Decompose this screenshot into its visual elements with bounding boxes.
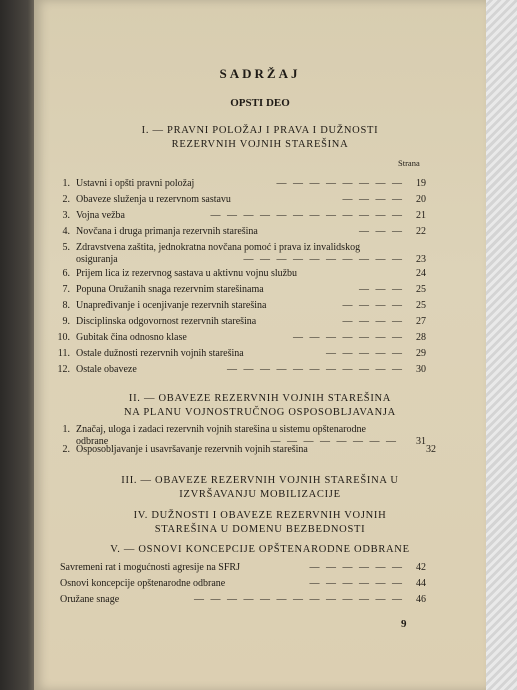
item-page: 44 xyxy=(416,578,426,589)
item-page: 20 xyxy=(416,194,426,205)
leader-dashes: — — — — — — — — — — — — xyxy=(210,210,404,221)
item-title: Osposobljavanje i usavršavanje rezervnih vojnih starešina xyxy=(76,444,308,455)
leader-dashes: — — — xyxy=(359,226,404,237)
item-number: 11. xyxy=(57,348,70,359)
section-4-heading xyxy=(34,509,486,537)
leader-dashes: — — — — — — xyxy=(309,562,404,573)
item-title: Popuna Oružanih snaga rezervnim starešinama xyxy=(76,284,264,295)
item-title: Prijem lica iz rezervnog sastava u aktivnu vojnu službu xyxy=(76,268,298,279)
item-page: 46 xyxy=(416,594,426,605)
leader-dashes: — — — — — xyxy=(326,348,404,359)
item-number: 6. xyxy=(62,268,70,279)
item-title: Ostale obaveze xyxy=(76,364,137,375)
item-page: 28 xyxy=(416,332,426,343)
item-page: 22 xyxy=(416,226,426,237)
item-title: Ostale dužnosti rezervnih vojnih starešina xyxy=(76,348,244,359)
item-title: Obaveze služenja u rezervnom sastavu xyxy=(76,194,231,205)
item-page: 32 xyxy=(426,444,436,455)
section-4-line-2: STAREŠINA U DOMENU BEZBEDNOSTI xyxy=(154,524,366,535)
section-5-heading xyxy=(34,543,486,557)
section-3-line-1: III. — OBAVEZE REZERVNIH VOJNIH STAREŠINA U xyxy=(121,475,399,486)
item-number: 7. xyxy=(62,284,70,295)
item-page: 23 xyxy=(416,254,426,265)
item-number: 2. xyxy=(62,444,70,455)
item-page: 21 xyxy=(416,210,426,221)
item-title: Oružane snage xyxy=(60,594,120,605)
table-surface xyxy=(485,0,517,690)
leader-dashes: — — — — — — — — — — — — — xyxy=(194,594,404,605)
item-number: 2. xyxy=(62,194,70,205)
item-title: Značaj, uloga i zadaci rezervnih vojnih starešina u sistemu opštenarodne odbrane xyxy=(76,424,366,447)
section-2-line-1: II. — OBAVEZE REZERVNIH VOJNIH STAREŠINA xyxy=(128,393,392,404)
item-number: 9. xyxy=(62,316,70,327)
item-title: Gubitak čina odnosno klase xyxy=(76,332,187,343)
section-2-heading xyxy=(34,392,486,420)
item-number: 3. xyxy=(62,210,70,221)
page-number: 9 xyxy=(401,618,407,630)
leader-dashes: — — — xyxy=(359,284,404,295)
leader-dashes: — — — — — — — — xyxy=(276,178,404,189)
item-page: 24 xyxy=(416,268,426,279)
item-title: Osnovi koncepcije opštenarodne odbrane xyxy=(60,578,226,589)
section-3-line-2: IZVRŠAVANJU MOBILIZACIJE xyxy=(179,489,341,500)
part-heading: OPSTI DEO xyxy=(230,97,290,109)
item-page: 29 xyxy=(416,348,426,359)
item-page: 42 xyxy=(416,562,426,573)
item-page: 25 xyxy=(416,284,426,295)
item-page: 31 xyxy=(416,436,426,447)
item-title: Zdravstvena zaštita, jednokratna novčana pomoć i prava iz invalidskog osiguranja xyxy=(76,242,361,265)
leader-dashes: — — — — — — — — — — — xyxy=(227,364,404,375)
section-1-line-1: I. — PRAVNI POLOŽAJ I PRAVA I DUŽNOSTI xyxy=(141,125,379,136)
item-title: Ustavni i opšti pravni položaj xyxy=(76,178,195,189)
item-title: Vojna vežba xyxy=(76,210,125,221)
item-number: 10. xyxy=(57,332,70,343)
item-page: 27 xyxy=(416,316,426,327)
page-column-label: Strana xyxy=(398,158,420,168)
leader-dashes: — — — — — — — — xyxy=(270,436,398,447)
item-number: 1. xyxy=(62,424,70,435)
leader-dashes: — — — — — — — — — — xyxy=(243,254,404,265)
leader-dashes: — — — — — — — xyxy=(293,332,404,343)
item-number: 4. xyxy=(62,226,70,237)
item-title: Disciplinska odgovornost rezervnih starešina xyxy=(76,316,257,327)
section-1-line-2: REZERVNIH VOJNIH STAREŠINA xyxy=(171,139,349,150)
item-title: Savremeni rat i mogućnosti agresije na SFRJ xyxy=(60,562,240,573)
item-page: 30 xyxy=(416,364,426,375)
section-3-heading xyxy=(34,474,486,502)
item-page: 25 xyxy=(416,300,426,311)
item-page: 19 xyxy=(416,178,426,189)
leader-dashes: — — — — xyxy=(342,316,404,327)
item-number: 12. xyxy=(57,364,70,375)
book-page xyxy=(34,0,486,690)
item-number: 5. xyxy=(62,242,70,253)
leader-dashes: — — — — xyxy=(342,194,404,205)
section-4-line-1: IV. DUŽNOSTI I OBAVEZE REZERVNIH VOJNIH xyxy=(133,510,387,521)
item-number: 1. xyxy=(62,178,70,189)
item-title: Novčana i druga primanja rezervnih starešina xyxy=(76,226,258,237)
page-title: SADRŽAJ xyxy=(219,66,301,81)
section-2-line-2: NA PLANU VOJNOSTRUČNOG OSPOSOBLJAVANJA xyxy=(124,407,396,418)
leader-dashes: — — — — — — xyxy=(309,578,404,589)
section-1-heading xyxy=(34,124,486,152)
leader-dashes: — — — — xyxy=(342,300,404,311)
item-title: Unapređivanje i ocenjivanje rezervnih starešina xyxy=(76,300,267,311)
item-number: 8. xyxy=(62,300,70,311)
section-5-line-1: V. — OSNOVI KONCEPCIJE OPŠTENARODNE ODBRANE xyxy=(110,544,410,555)
